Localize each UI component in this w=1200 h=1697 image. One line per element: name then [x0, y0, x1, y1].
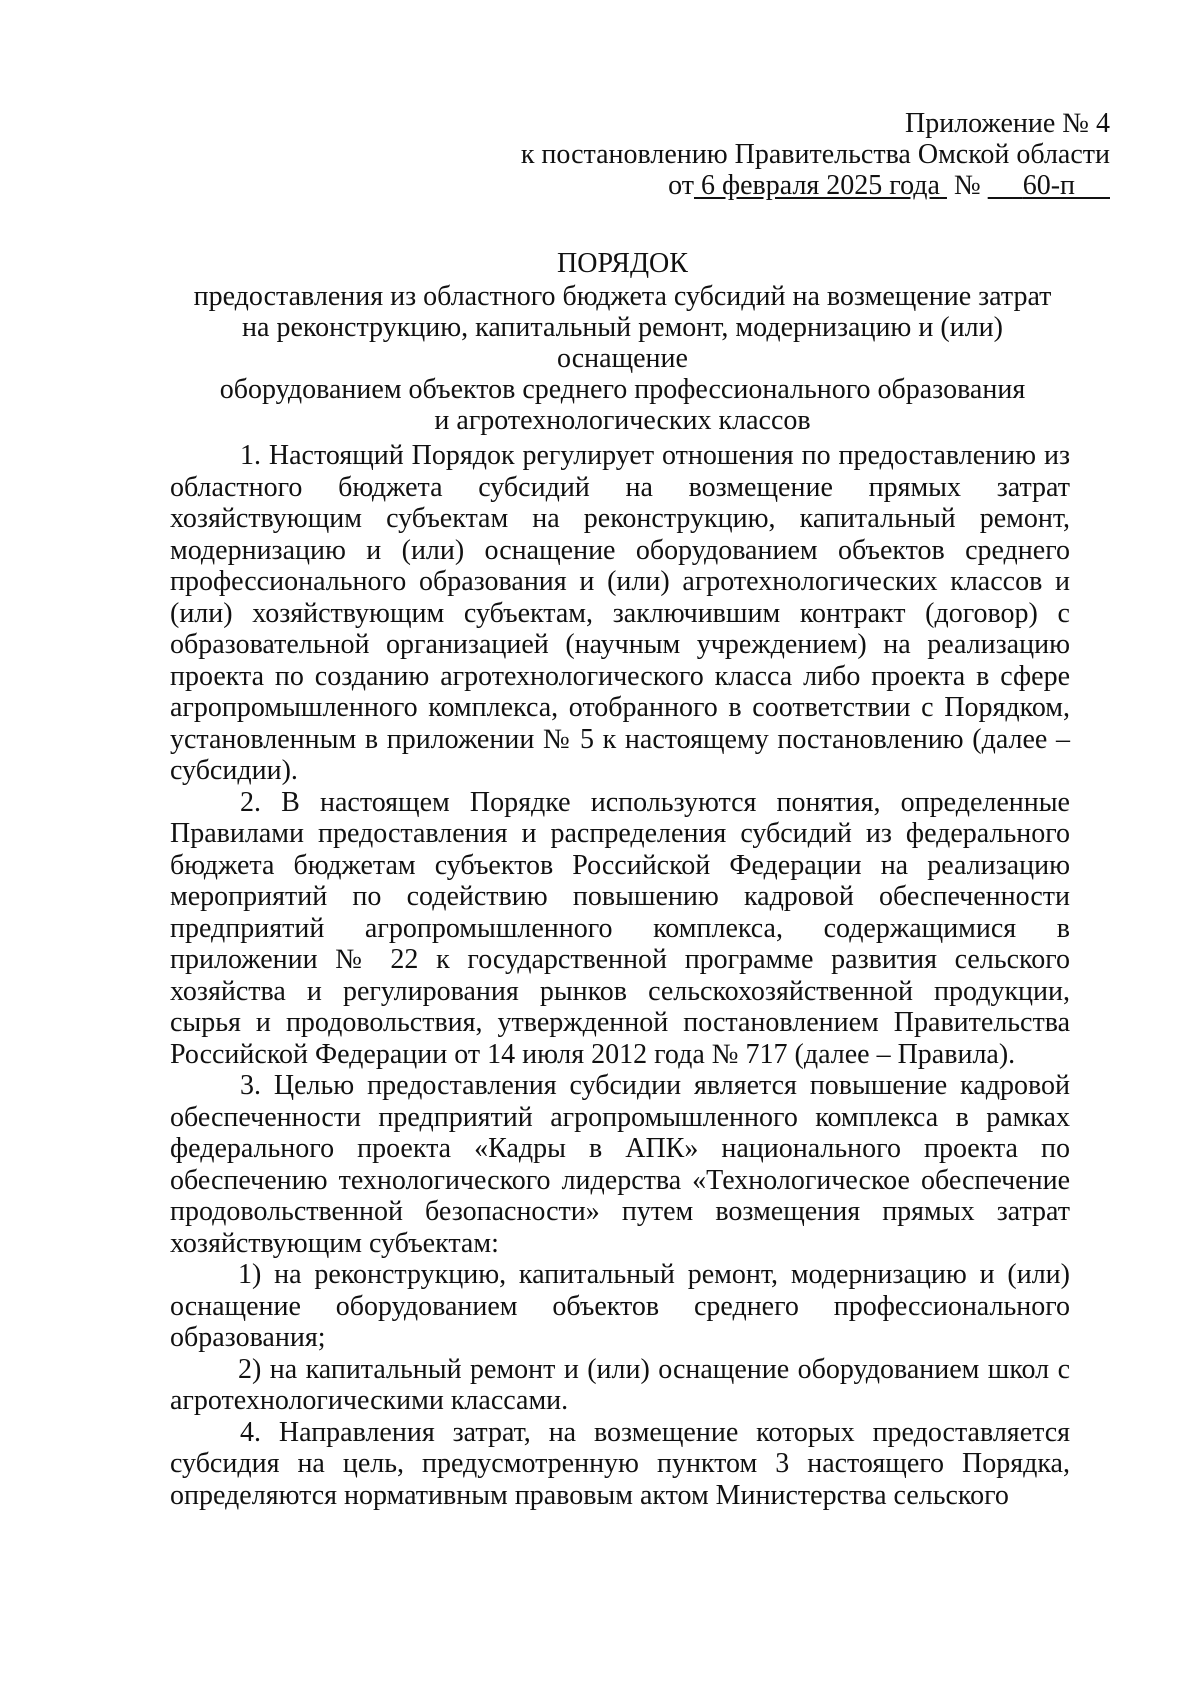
- decree-date: 6 февраля 2025 года: [700, 170, 940, 201]
- document-title-block: [175, 248, 1070, 436]
- date-prefix: от: [668, 170, 694, 201]
- decree-number: 60-п: [1022, 170, 1075, 201]
- paragraph-3: 3. Целью предоставления субсидии является повышение кадровой обеспеченности предприятий агропромышленного комплекса в рамках федерального проекта «Кадры в АПК» национального проекта по обеспечению технологического лидерства «Технологическое обеспечение продовольственной безопасности» путем возмещения прямых затрат хозяйствующим субъектам:: [170, 1070, 1070, 1259]
- appendix-header: [521, 108, 1110, 201]
- document-subtitle-line: оборудованием объектов среднего профессионального образования: [219, 374, 1026, 405]
- document-subtitle-line: и агротехнологических классов: [434, 405, 811, 436]
- paragraph-3-item-2: 2) на капитальный ремонт и (или) оснащение оборудованием школ с агротехнологическими классами.: [170, 1353, 1070, 1416]
- document-body: [170, 440, 1070, 1511]
- paragraph-1: 1. Настоящий Порядок регулирует отношения по предоставлению из областного бюджета субсидий на возмещение прямых затрат хозяйствующим субъектам на реконструкцию, капитальный ремонт, модернизацию и (или) оснащение оборудованием объектов среднего профессионального образования и (или) агротехнологических классов и (или) хозяйствующим субъектам, заключившим контракт (договор) с образовательной организацией (научным учреждением) на реализацию проекта по созданию агротехнологического класса либо проекта в сфере агропромышленного комплекса, отобранного в соответствии с Порядком, установленным в приложении № 5 к настоящему постановлению (далее – субсидии).: [170, 440, 1070, 786]
- document-subtitle-line: предоставления из областного бюджета субсидий на возмещение затрат: [193, 281, 1052, 312]
- document-subtitle-line: на реконструкцию, капитальный ремонт, модернизацию и (или) оснащение: [242, 312, 1003, 374]
- document-title: ПОРЯДОК: [557, 248, 688, 279]
- paragraph-3-item-1: 1) на реконструкцию, капитальный ремонт, модернизацию и (или) оснащение оборудованием объектов среднего профессионального образования;: [170, 1259, 1070, 1353]
- appendix-date-line: [521, 170, 1110, 201]
- paragraph-4: 4. Направления затрат, на возмещение которых предоставляется субсидия на цель, предусмотренную пунктом 3 настоящего Порядка, определяются нормативным правовым актом Министерства сельского: [170, 1416, 1070, 1511]
- appendix-number: Приложение № 4: [905, 108, 1110, 139]
- paragraph-2: 2. В настоящем Порядке используются понятия, определенные Правилами предоставления и распределения субсидий из федерального бюджета бюджетам субъектов Российской Федерации на реализацию мероприятий по содействию повышению кадровой обеспеченности предприятий агропромышленного комплекса, содержащимися в приложении № 22 к государственной программе развития сельского хозяйства и регулирования рынков сельскохозяйственной продукции, сырья и продовольствия, утвержденной постановлением Правительства Российской Федерации от 14 июля 2012 года № 717 (далее – Правила).: [170, 786, 1070, 1070]
- number-sign: №: [953, 170, 981, 201]
- appendix-reference: к постановлению Правительства Омской области: [520, 139, 1110, 170]
